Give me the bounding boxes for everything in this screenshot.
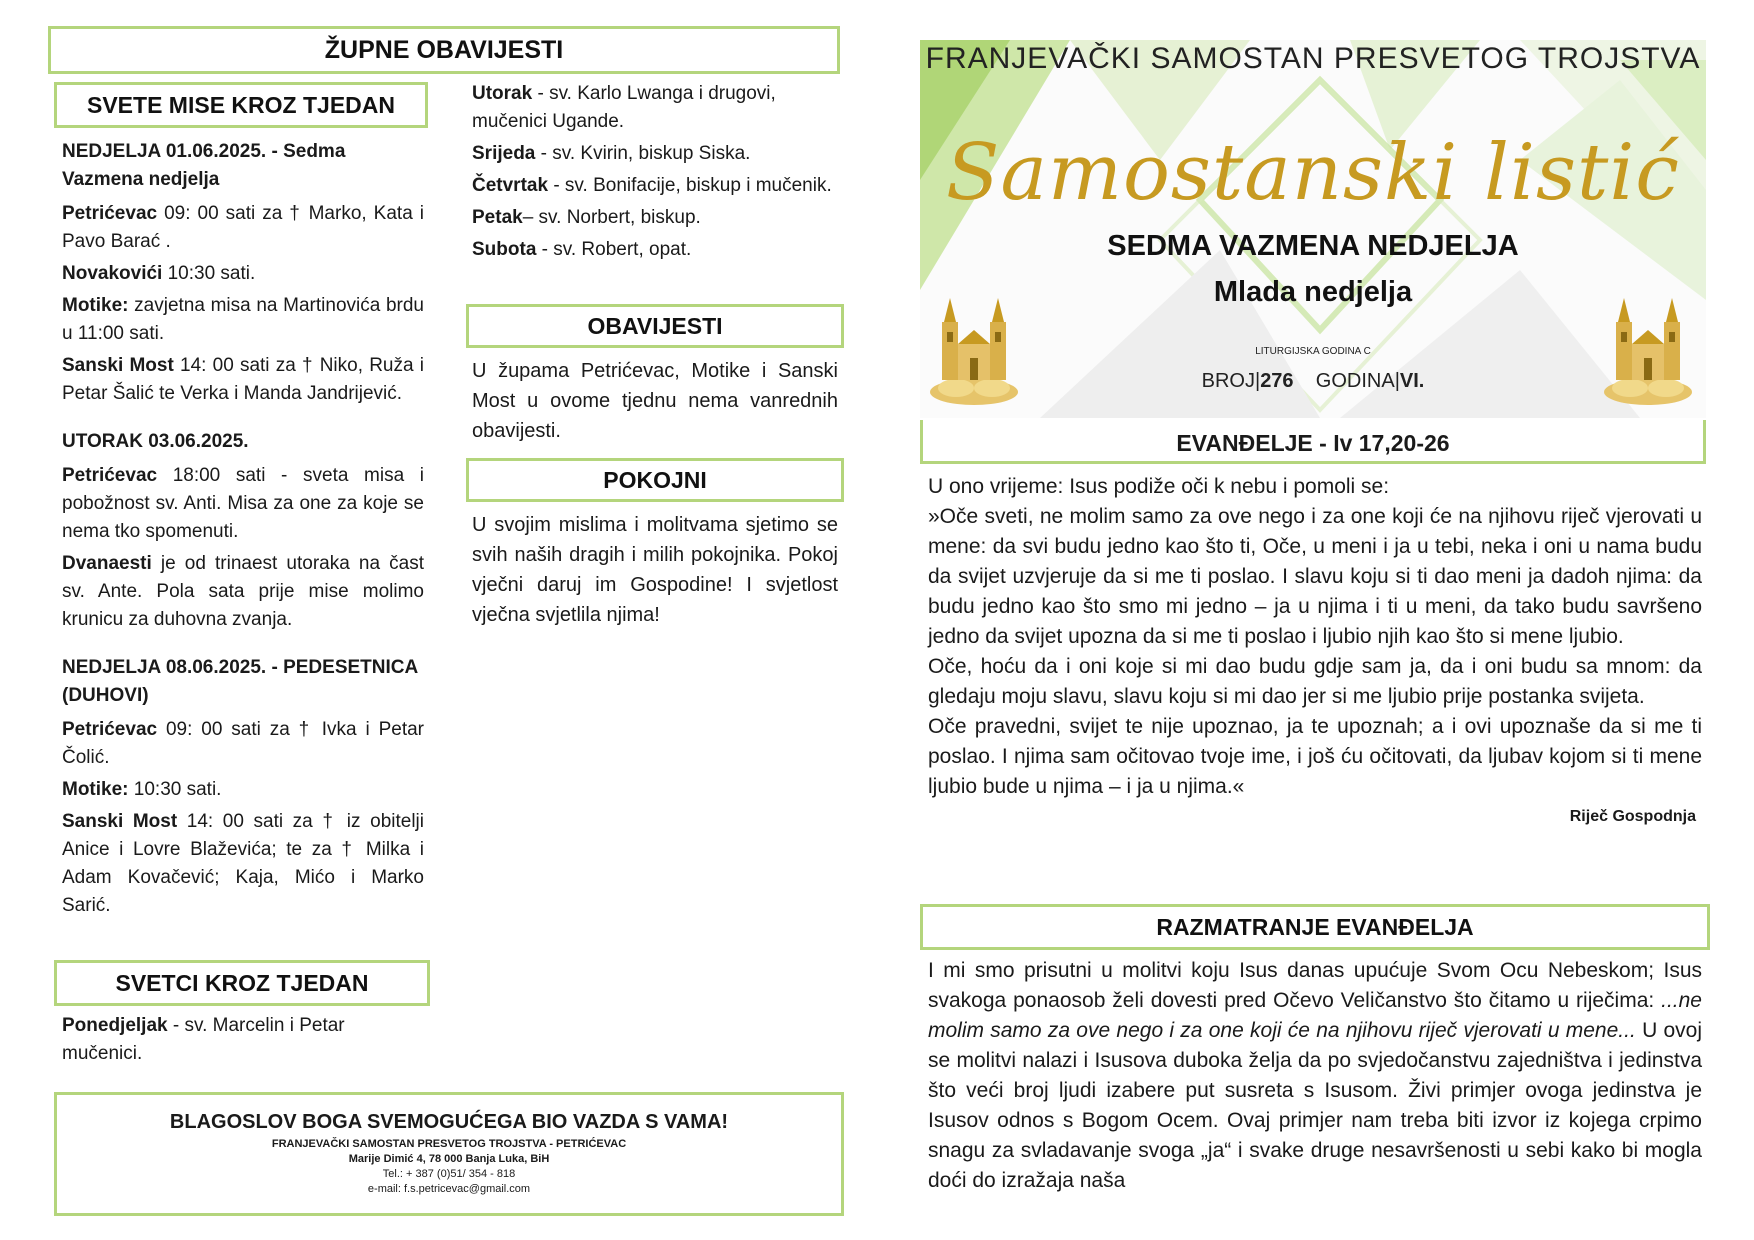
entry-text: 14: 00 sati za † Niko, Ruža i Petar Šalić te Verka i Manda Jandrijević.	[62, 355, 424, 404]
saint-text: - sv. Karlo Lwanga i drugovi, mučenici Ugande.	[472, 83, 776, 132]
saints-header	[54, 960, 430, 1006]
masses-header-label: SVETE MISE KROZ TJEDAN	[87, 91, 395, 118]
reflection-part1: I mi smo prisutni u molitvi koju Isus danas upućuje Svom Ocu Nebeskom; Isus svakoga ponaosob želi dovesti pred Očevo Veličanstvo što čitamo u riječima:	[928, 959, 1702, 1012]
entry-text: zavjetna misa na Martinovića brdu u 11:00 sati.	[62, 295, 424, 344]
gospel-paragraph: U ono vrijeme: Isus podiže oči k nebu i pomoli se:	[928, 475, 1390, 498]
place-name: Dvanaesti	[62, 553, 152, 574]
bulletin-title: Samostanski listić	[946, 128, 1680, 218]
deceased-paragraph: U svojim mislima i molitvama sjetimo se svih naših dragih i milih pokojnika. Pokoj vječni daruj im Gospodine! I svjetlost vječna svjetlila njima!	[472, 514, 838, 626]
saints-list	[472, 80, 834, 268]
saint-day: Petak	[472, 207, 523, 228]
place-name: Motike:	[62, 779, 129, 800]
masses-header	[54, 82, 428, 128]
footer-phone: Tel.: + 387 (0)51/ 354 - 818	[382, 1168, 516, 1180]
tuesday-entry-1	[62, 462, 424, 546]
reflection-paragraph	[928, 956, 1702, 1196]
place-name: Sanski Most	[62, 355, 174, 376]
saint-text: - sv. Robert, opat.	[536, 239, 692, 260]
reflection-part2: U ovoj se molitvi nalazi i Isusova duboka želja da po svjedočanstvu zajedništva i jedinstva što veći broj ljudi izabere put susreta s Isusom. Živi primjer ovoga jedinstva je Isusov odnos s Bogom Ocem. Ovaj primjer nam treba biti izvor iz kojega crpimo snagu za svladavanje svoga „ja“ i svake druge nesavršenosti u sebi kako bi mogla doći do izražaja naša	[928, 1019, 1703, 1192]
sunday1-entry-2	[62, 260, 424, 288]
saint-day: Srijeda	[472, 143, 536, 164]
footer-email: e-mail: f.s.petricevac@gmail.com	[367, 1183, 531, 1195]
church-icon	[926, 292, 1022, 408]
deceased-header-label: POKOJNI	[603, 466, 707, 493]
sunday2-heading-line2: (DUHOVI)	[62, 685, 149, 706]
saints-header-label: SVETCI KROZ TJEDAN	[115, 969, 369, 996]
gospel-header-label: EVANĐELJE - Iv 17,20-26	[1176, 430, 1450, 456]
saint-day: Utorak	[472, 83, 533, 104]
place-name: Petrićevac	[62, 719, 158, 740]
liturgical-year: LITURGIJSKA GODINA C	[1255, 346, 1371, 357]
year-label: GODINA|	[1315, 370, 1400, 392]
issue-number: 276	[1260, 370, 1294, 392]
main-header-label: ŽUPNE OBAVIJESTI	[324, 35, 564, 64]
subtitle: Mlada nedjelja	[1213, 276, 1413, 308]
notices-header-label: OBAVIJESTI	[587, 312, 723, 339]
gospel-closing: Riječ Gospodnja	[1569, 808, 1696, 825]
church-icon	[1600, 292, 1696, 408]
reflection-text	[928, 956, 1702, 1200]
gospel-paragraph: Oče, hoću da i oni koje si mi dao budu gdje sam ja, da i oni budu sa mnom: da gledaju moju slavu, slavu koju si mi dao jer si me ljubio prije postanka svijeta.	[928, 655, 1702, 708]
monastery-name: FRANJEVAČKI SAMOSTAN PRESVETOG TROJSTVA	[925, 42, 1701, 75]
saint-item	[472, 140, 834, 168]
saint-text: - sv. Kvirin, biskup Siska.	[535, 143, 751, 164]
gospel-paragraph: »Oče sveti, ne molim samo za ove nego i za one koji će na njihovu riječ vjerovati u mene: da svi budu jedno kao što ti, Oče, u meni i ja u tebi, neka i oni u nama budu da svijet uzvjeruje da si me ti poslao. I slavu koju si ti dao meni ja dadoh njima: da budu jedno kao što smo mi jedno – ja u njima i ti u meni, da tako budu savršeno jedno da svijet upozna da si me ti poslao i ljubio njih kao što si mene ljubio.	[928, 505, 1702, 648]
entry-text: je od trinaest utoraka na čast sv. Ante. Pola sata prije mise molimo krunicu za duhovna zvanja.	[62, 553, 424, 630]
saints-monday	[62, 1012, 424, 1072]
notices-header	[466, 304, 844, 348]
saint-item	[472, 204, 834, 232]
sunday1-heading	[62, 138, 424, 194]
entry-text: 18:00 sati - sveta misa i pobožnost sv. Anti. Misa za one za koje se nema tko spomenuti.	[62, 465, 424, 542]
reflection-header-label: RAZMATRANJE EVANĐELJA	[1156, 913, 1474, 940]
saint-text: - sv. Marcelin i Petar mučenici.	[62, 1015, 345, 1064]
sunday2-entry-1	[62, 716, 424, 772]
issue-label: BROJ|	[1201, 370, 1261, 392]
notices-paragraph: U župama Petrićevac, Motike i Sanski Most u ovome tjednu nema vanrednih obavijesti.	[472, 360, 838, 442]
saint-day: Četvrtak	[472, 175, 549, 196]
gospel-text	[928, 472, 1702, 832]
gospel-header	[920, 420, 1706, 464]
tuesday-heading: UTORAK 03.06.2025.	[62, 431, 249, 452]
footer-address: Marije Dimić 4, 78 000 Banja Luka, BiH	[348, 1153, 550, 1165]
issue-line	[920, 370, 1706, 393]
decorative-background	[920, 40, 1706, 418]
reflection-quote: ...ne molim samo za ove nego i za one koji će na njihovu riječ vjerovati u mene...	[928, 989, 1702, 1042]
sunday2-heading	[62, 654, 424, 710]
reflection-header	[920, 904, 1710, 950]
place-name: Motike:	[62, 295, 129, 316]
footer-org: FRANJEVAČKI SAMOSTAN PRESVETOG TROJSTVA - PETRIĆEVAC	[271, 1138, 627, 1150]
footer-box	[54, 1092, 844, 1216]
place-name: Petrićevac	[62, 465, 158, 486]
sunday1-heading-line2: Vazmena nedjelja	[62, 169, 220, 190]
deceased-text	[472, 510, 838, 634]
sunday2-heading-line1: NEDJELJA 08.06.2025. - PEDESETNICA	[62, 657, 419, 678]
entry-text: 14: 00 sati za † iz obitelji Anice i Lovre Blaževića; te za † Milka i Adam Kovačević; Kaja, Mićo i Marko Sarić.	[62, 811, 424, 916]
sunday1-heading-line1: NEDJELJA 01.06.2025. - Sedma	[62, 141, 346, 162]
footer-blessing: BLAGOSLOV BOGA SVEMOGUĆEGA BIO VAZDA S VAMA!	[169, 1111, 729, 1133]
sunday1-entry-1	[62, 200, 424, 256]
saint-day: Subota	[472, 239, 537, 260]
sunday1-entry-4	[62, 352, 424, 408]
sunday1-entry-3	[62, 292, 424, 348]
entry-text: 10:30 sati.	[128, 779, 222, 800]
place-name: Novakovići	[62, 263, 163, 284]
saint-text: – sv. Norbert, biskup.	[522, 207, 701, 228]
saint-day: Ponedjeljak	[62, 1015, 168, 1036]
masses-column	[62, 138, 424, 924]
entry-text: 09: 00 sati za † Ivka i Petar Čolić.	[62, 719, 424, 768]
sunday2-entry-3	[62, 808, 424, 920]
deceased-header	[466, 458, 844, 502]
year-number: VI.	[1399, 370, 1425, 392]
entry-text: 09: 00 sati za † Marko, Kata i Pavo Barać .	[62, 203, 424, 252]
saint-item	[472, 236, 834, 264]
entry-text: 10:30 sati.	[162, 263, 256, 284]
gospel-paragraph: Oče pravedni, svijet te nije upoznao, ja te upoznah; a i ovi upoznaše da si me ti poslao. I njima sam očitovao tvoje ime, i još ću očitovati, da ljubav kojom si ti mene ljubio bude u njima – i ja u njima.«	[928, 715, 1702, 798]
sunday-title: SEDMA VAZMENA NEDJELJA	[1107, 230, 1519, 262]
place-name: Sanski Most	[62, 811, 178, 832]
bulletin-header	[920, 40, 1706, 418]
main-header	[48, 26, 840, 74]
saint-item	[472, 172, 834, 200]
saint-item	[472, 80, 834, 136]
tuesday-entry-2	[62, 550, 424, 634]
notices-text	[472, 356, 838, 450]
sunday2-entry-2	[62, 776, 424, 804]
place-name: Petrićevac	[62, 203, 158, 224]
saint-text: - sv. Bonifacije, biskup i mučenik.	[548, 175, 832, 196]
